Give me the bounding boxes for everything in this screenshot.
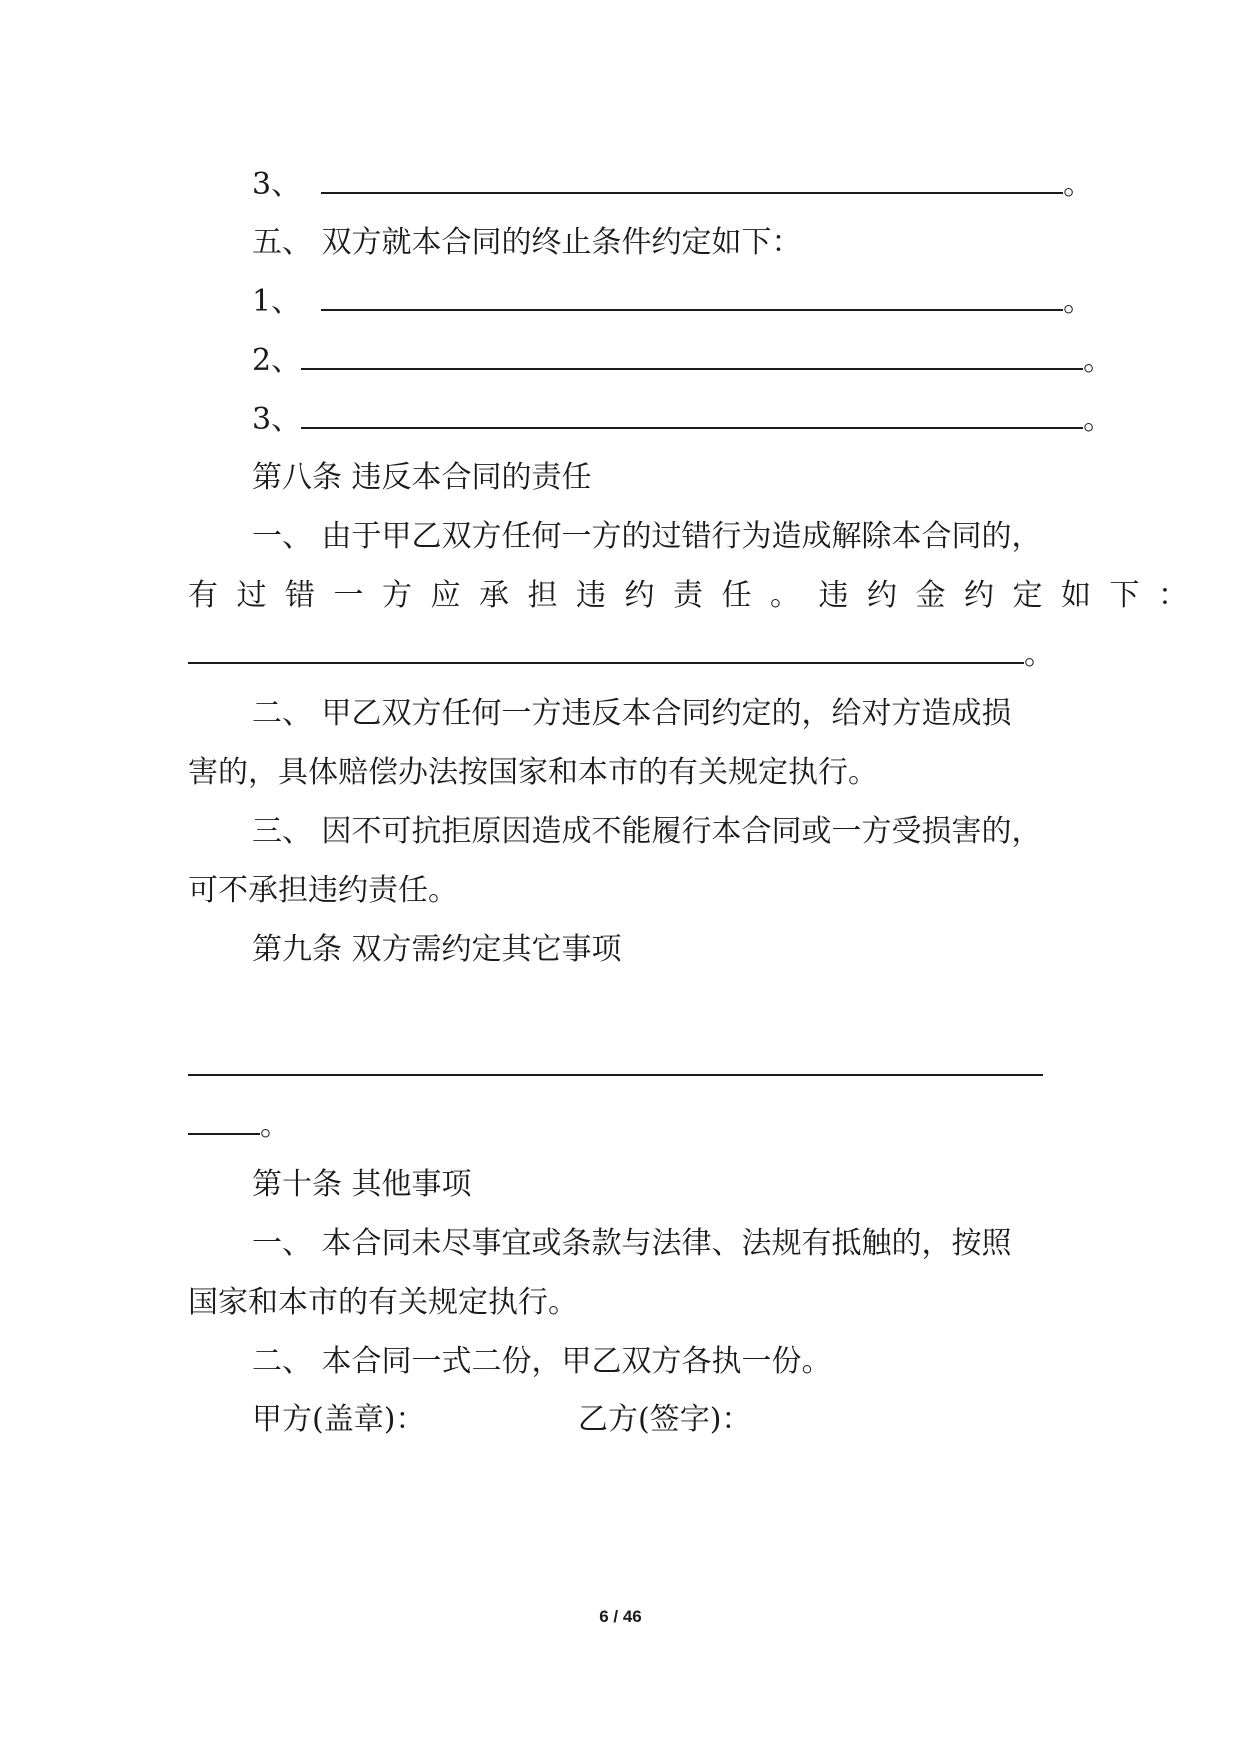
termination-heading: 五、 双方就本合同的终止条件约定如下： [252, 225, 802, 260]
item-3-blank-line: 3、 。 [252, 167, 1094, 202]
fill-blank [321, 287, 1063, 311]
article-8-clause-2-line-2: 害的，具体赔偿办法按国家和本市的有关规定执行。 [188, 755, 878, 790]
article-10-clause-2: 二、 本合同一式二份，甲乙双方各执一份。 [252, 1344, 832, 1379]
party-b-signature-label: 乙方(签字)： [578, 1402, 752, 1437]
item-number: 3、 [252, 167, 302, 202]
article-8-clause-2-line-1: 二、 甲乙双方任何一方违反本合同约定的，给对方造成损 [252, 696, 1012, 731]
party-a-signature-label: 甲方(盖章)： [252, 1402, 426, 1437]
article-8-clause-3-line-2: 可不承担违约责任。 [188, 873, 458, 908]
termination-item-1: 1、 。 [252, 284, 1094, 319]
other-matters-blank-line-2: 。 [188, 1106, 290, 1146]
article-8-clause-1-line-2: 有过错一方应承担违约责任。违约金约定如下： [188, 578, 1207, 613]
article-8-clause-3-line-1: 三、 因不可抗拒原因造成不能履行本合同或一方受损害的， [252, 814, 1042, 849]
termination-item-2: 2、 。 [252, 343, 1114, 378]
fill-blank [321, 170, 1063, 194]
article-10-clause-1-line-2: 国家和本市的有关规定执行。 [188, 1285, 578, 1320]
article-10-heading: 第十条 其他事项 [252, 1167, 472, 1202]
penalty-blank-line: 。 [188, 635, 1054, 675]
article-8-clause-1-line-1: 一、 由于甲乙双方任何一方的过错行为造成解除本合同的， [252, 519, 1042, 554]
fill-blank [301, 405, 1083, 429]
article-10-clause-1-line-1: 一、 本合同未尽事宜或条款与法律、法规有抵触的，按照 [252, 1226, 1012, 1261]
page-number: 6 / 46 [599, 1607, 642, 1626]
termination-item-3: 3、 。 [252, 402, 1114, 437]
article-8-heading: 第八条 违反本合同的责任 [252, 460, 592, 495]
fill-blank [188, 1052, 1043, 1076]
fill-blank [188, 1111, 260, 1135]
fill-blank [188, 640, 1024, 664]
article-9-heading: 第九条 双方需约定其它事项 [252, 932, 622, 967]
other-matters-blank-line-1 [188, 1047, 1043, 1087]
fill-blank [301, 346, 1083, 370]
